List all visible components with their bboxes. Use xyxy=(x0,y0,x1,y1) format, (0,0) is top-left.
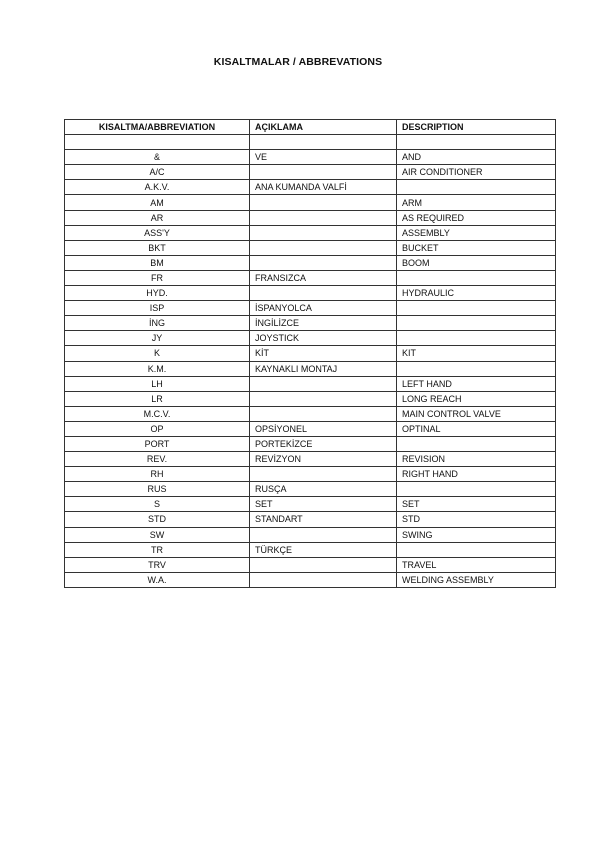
abbreviation-cell: LH xyxy=(65,376,250,391)
abbreviation-cell: SW xyxy=(65,527,250,542)
description-cell xyxy=(397,482,556,497)
description-cell: TRAVEL xyxy=(397,557,556,572)
aciklama-cell xyxy=(250,240,397,255)
aciklama-cell: VE xyxy=(250,150,397,165)
table-row xyxy=(65,572,556,587)
aciklama-cell xyxy=(250,135,397,150)
description-cell xyxy=(397,301,556,316)
table-row xyxy=(65,180,556,195)
aciklama-cell xyxy=(250,572,397,587)
aciklama-cell: KAYNAKLI MONTAJ xyxy=(250,361,397,376)
aciklama-cell: STANDART xyxy=(250,512,397,527)
description-cell: MAIN CONTROL VALVE xyxy=(397,406,556,421)
aciklama-cell xyxy=(250,376,397,391)
aciklama-cell xyxy=(250,195,397,210)
aciklama-cell: REVİZYON xyxy=(250,452,397,467)
table-row xyxy=(65,391,556,406)
description-cell: BOOM xyxy=(397,255,556,270)
aciklama-cell xyxy=(250,165,397,180)
aciklama-cell xyxy=(250,210,397,225)
table-row xyxy=(65,346,556,361)
aciklama-cell xyxy=(250,286,397,301)
table-row xyxy=(65,467,556,482)
abbreviation-cell: RH xyxy=(65,467,250,482)
abbreviation-cell: İNG xyxy=(65,316,250,331)
table-row xyxy=(65,331,556,346)
header-aciklama: AÇIKLAMA xyxy=(250,120,397,135)
abbreviation-cell: PORT xyxy=(65,436,250,451)
description-cell xyxy=(397,270,556,285)
description-cell xyxy=(397,135,556,150)
aciklama-cell xyxy=(250,527,397,542)
table-row xyxy=(65,316,556,331)
description-cell: WELDING ASSEMBLY xyxy=(397,572,556,587)
abbreviation-cell: ISP xyxy=(65,301,250,316)
header-abbreviation: KISALTMA/ABBREVIATION xyxy=(65,120,250,135)
aciklama-cell xyxy=(250,225,397,240)
table-row xyxy=(65,497,556,512)
table-row xyxy=(65,301,556,316)
abbreviation-cell xyxy=(65,135,250,150)
abbreviation-cell: TRV xyxy=(65,557,250,572)
table-row xyxy=(65,452,556,467)
description-cell: HYDRAULIC xyxy=(397,286,556,301)
abbreviations-table xyxy=(64,119,556,588)
table-row xyxy=(65,482,556,497)
abbreviation-cell: TR xyxy=(65,542,250,557)
aciklama-cell xyxy=(250,467,397,482)
description-cell: ARM xyxy=(397,195,556,210)
page-title: KISALTMALAR / ABBREVATIONS xyxy=(213,56,383,68)
abbreviation-cell: RUS xyxy=(65,482,250,497)
table-row xyxy=(65,542,556,557)
description-cell: BUCKET xyxy=(397,240,556,255)
abbreviation-cell: FR xyxy=(65,270,250,285)
abbreviation-cell: M.C.V. xyxy=(65,406,250,421)
aciklama-cell xyxy=(250,391,397,406)
table-row xyxy=(65,135,556,150)
abbreviation-cell: BM xyxy=(65,255,250,270)
description-cell: AIR CONDITIONER xyxy=(397,165,556,180)
table-row xyxy=(65,406,556,421)
table-row xyxy=(65,225,556,240)
description-cell: RIGHT HAND xyxy=(397,467,556,482)
aciklama-cell: JOYSTICK xyxy=(250,331,397,346)
description-cell: REVISION xyxy=(397,452,556,467)
abbreviation-cell: ASS'Y xyxy=(65,225,250,240)
aciklama-cell xyxy=(250,255,397,270)
description-cell: LEFT HAND xyxy=(397,376,556,391)
description-cell: AS REQUIRED xyxy=(397,210,556,225)
table-row xyxy=(65,165,556,180)
table-row xyxy=(65,557,556,572)
description-cell xyxy=(397,436,556,451)
description-cell: ASSEMBLY xyxy=(397,225,556,240)
abbreviation-cell: W.A. xyxy=(65,572,250,587)
aciklama-cell: OPSİYONEL xyxy=(250,421,397,436)
description-cell xyxy=(397,361,556,376)
description-cell: STD xyxy=(397,512,556,527)
description-cell xyxy=(397,331,556,346)
table-row xyxy=(65,240,556,255)
table-header-row xyxy=(65,120,556,135)
description-cell xyxy=(397,316,556,331)
aciklama-cell xyxy=(250,557,397,572)
aciklama-cell: PORTEKİZCE xyxy=(250,436,397,451)
description-cell: KIT xyxy=(397,346,556,361)
table-row xyxy=(65,286,556,301)
aciklama-cell: RUSÇA xyxy=(250,482,397,497)
aciklama-cell: KİT xyxy=(250,346,397,361)
abbreviation-cell: A/C xyxy=(65,165,250,180)
table-row xyxy=(65,376,556,391)
abbreviation-cell: STD xyxy=(65,512,250,527)
abbreviation-cell: JY xyxy=(65,331,250,346)
aciklama-cell: SET xyxy=(250,497,397,512)
description-cell: SET xyxy=(397,497,556,512)
table-row xyxy=(65,195,556,210)
abbreviation-cell: BKT xyxy=(65,240,250,255)
header-description: DESCRIPTION xyxy=(397,120,556,135)
abbreviation-cell: A.K.V. xyxy=(65,180,250,195)
description-cell: OPTINAL xyxy=(397,421,556,436)
aciklama-cell xyxy=(250,406,397,421)
description-cell xyxy=(397,180,556,195)
aciklama-cell: ANA KUMANDA VALFİ xyxy=(250,180,397,195)
table-row xyxy=(65,361,556,376)
table-row xyxy=(65,512,556,527)
abbreviation-cell: AM xyxy=(65,195,250,210)
description-cell xyxy=(397,542,556,557)
abbreviation-cell: S xyxy=(65,497,250,512)
table-row xyxy=(65,255,556,270)
table-row xyxy=(65,150,556,165)
table-row xyxy=(65,421,556,436)
aciklama-cell: TÜRKÇE xyxy=(250,542,397,557)
abbreviation-cell: K.M. xyxy=(65,361,250,376)
aciklama-cell: FRANSIZCA xyxy=(250,270,397,285)
table-row xyxy=(65,436,556,451)
abbreviation-cell: AR xyxy=(65,210,250,225)
description-cell: SWING xyxy=(397,527,556,542)
table-row xyxy=(65,527,556,542)
abbreviation-cell: HYD. xyxy=(65,286,250,301)
abbreviation-cell: LR xyxy=(65,391,250,406)
table-row xyxy=(65,210,556,225)
description-cell: AND xyxy=(397,150,556,165)
description-cell: LONG REACH xyxy=(397,391,556,406)
abbreviation-cell: OP xyxy=(65,421,250,436)
abbreviation-cell: & xyxy=(65,150,250,165)
aciklama-cell: İNGİLİZCE xyxy=(250,316,397,331)
abbreviation-cell: REV. xyxy=(65,452,250,467)
aciklama-cell: İSPANYOLCA xyxy=(250,301,397,316)
abbreviation-cell: K xyxy=(65,346,250,361)
table-row xyxy=(65,270,556,285)
